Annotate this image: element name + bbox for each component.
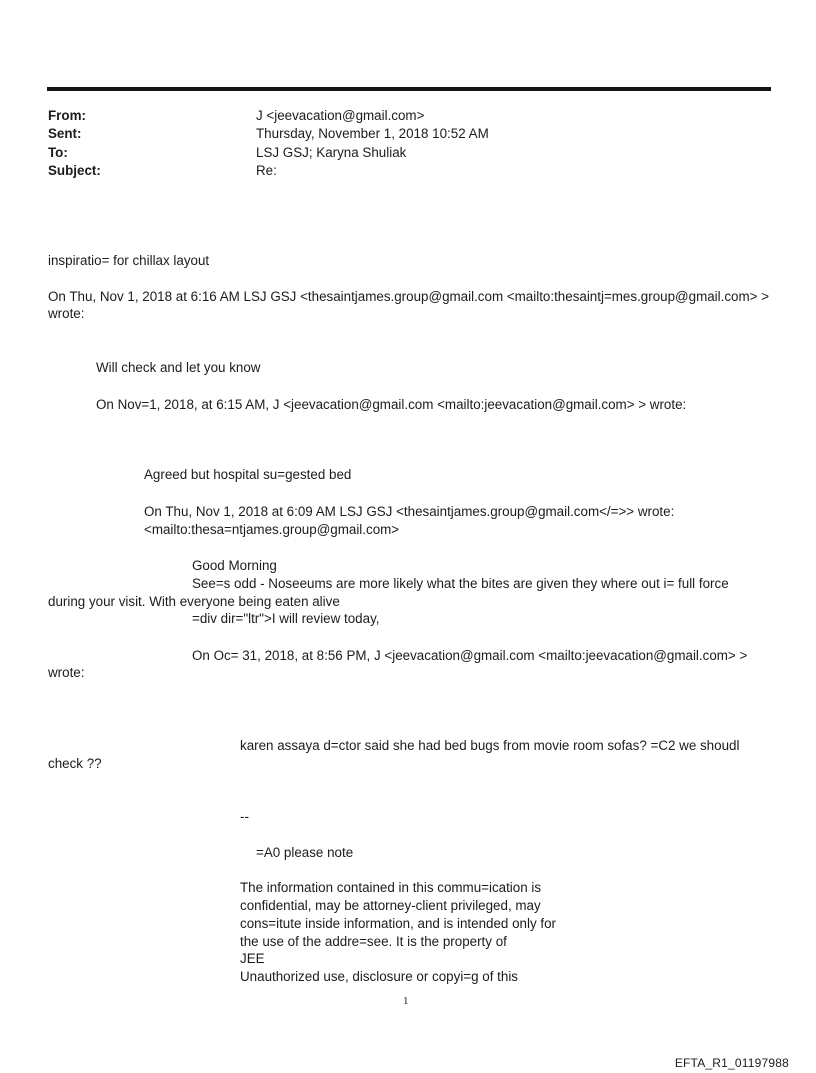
quote-header: On Thu, Nov 1, 2018 at 6:16 AM LSJ GSJ <thesaintjames.group@gmail.com <mailto:thesaintj=mes.group@gmail.com> > bbox=[48, 289, 770, 304]
disclaimer-line: The information contained in this commu=ication is bbox=[240, 880, 542, 895]
disclaimer-line: Unauthorized use, disclosure or copyi=g of this bbox=[240, 969, 519, 984]
sent-label: Sent: bbox=[48, 126, 82, 141]
body-line: wrote: bbox=[48, 665, 85, 680]
body-line: Will check and let you know bbox=[96, 360, 261, 375]
from-label: From: bbox=[48, 108, 86, 123]
from-value: J <jeevacation@gmail.com> bbox=[256, 108, 425, 123]
quote-header: On Oc= 31, 2018, at 8:56 PM, J <jeevacation@gmail.com <mailto:jeevacation@gmail.com> > bbox=[192, 648, 748, 663]
body-line: Agreed but hospital su=gested bed bbox=[144, 467, 352, 482]
body-line: See=s odd - Noseeums are more likely what the bites are given they where out i= full force bbox=[192, 576, 729, 591]
sent-value: Thursday, November 1, 2018 10:52 AM bbox=[256, 126, 489, 141]
disclaimer-line: JEE bbox=[240, 951, 265, 966]
disclaimer-line: the use of the addre=see. It is the property of bbox=[240, 934, 507, 949]
disclaimer-line: cons=itute inside information, and is intended only for bbox=[240, 916, 556, 931]
subject-label: Subject: bbox=[48, 163, 101, 178]
body-line: inspiratio= for chillax layout bbox=[48, 253, 210, 268]
body-line: =A0 please note bbox=[256, 845, 354, 860]
quote-header: On Nov=1, 2018, at 6:15 AM, J <jeevacation@gmail.com <mailto:jeevacation@gmail.com> > wrote: bbox=[96, 397, 687, 412]
page-number: 1 bbox=[403, 995, 409, 1007]
body-line: <mailto:thesa=ntjames.group@gmail.com> bbox=[144, 522, 400, 537]
body-line: check ?? bbox=[48, 756, 102, 771]
body-line: Good Morning bbox=[192, 558, 277, 573]
body-line: during your visit. With everyone being eaten alive bbox=[48, 594, 340, 609]
subject-value: Re: bbox=[256, 163, 277, 178]
to-label: To: bbox=[48, 145, 68, 160]
signature-separator: -- bbox=[240, 809, 249, 824]
body-line: karen assaya d=ctor said she had bed bugs from movie room sofas? =C2 we shoudl bbox=[240, 738, 740, 753]
body-line: =div dir="ltr">I will review today, bbox=[192, 611, 380, 626]
quote-header: On Thu, Nov 1, 2018 at 6:09 AM LSJ GSJ <thesaintjames.group@gmail.com</=>> wrote: bbox=[144, 504, 675, 519]
disclaimer-line: confidential, may be attorney-client privileged, may bbox=[240, 898, 541, 913]
body-line: wrote: bbox=[48, 306, 85, 321]
to-value: LSJ GSJ; Karyna Shuliak bbox=[256, 145, 407, 160]
header-divider bbox=[47, 87, 771, 91]
bates-number: EFTA_R1_01197988 bbox=[674, 1056, 789, 1070]
